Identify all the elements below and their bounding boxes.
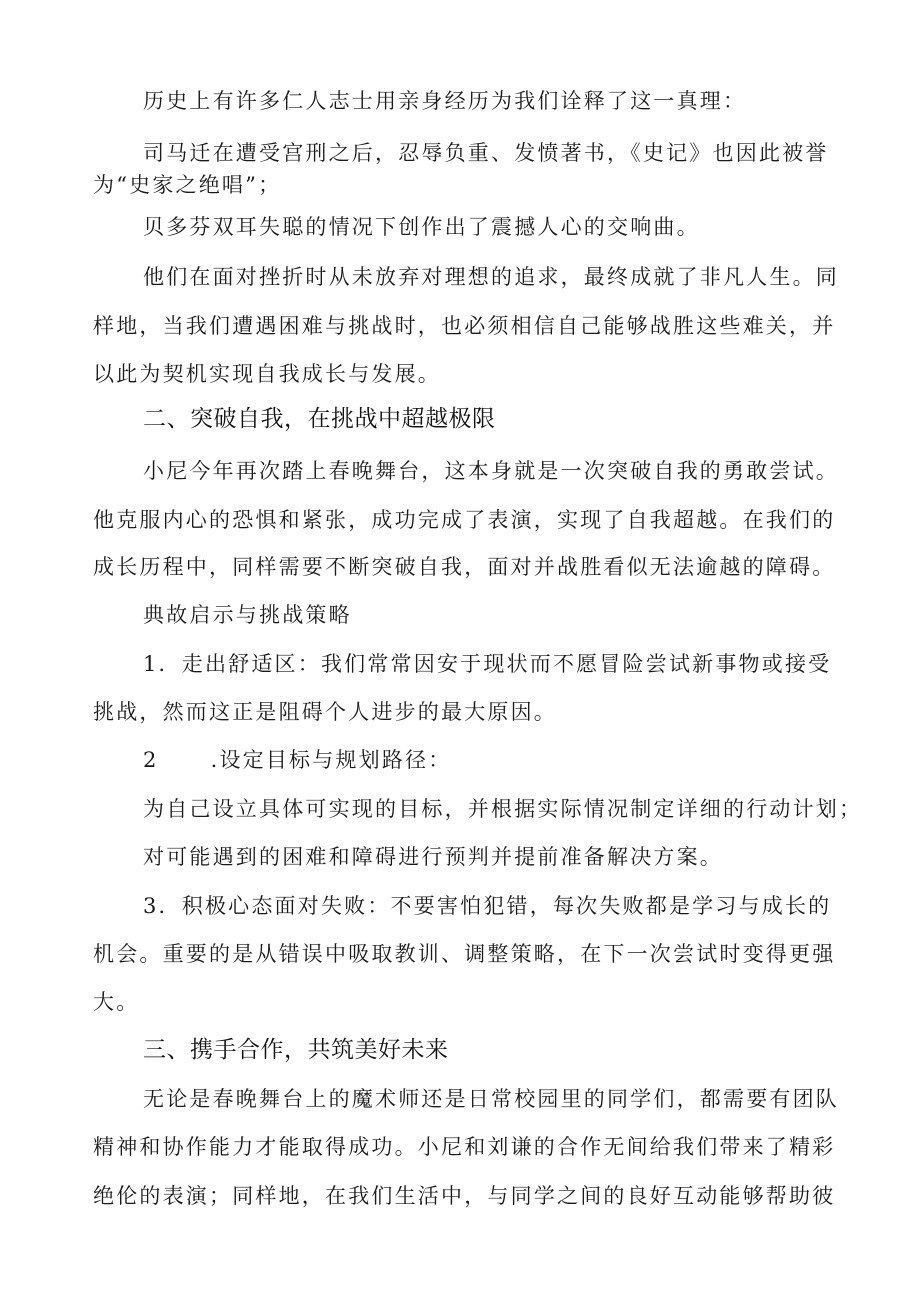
paragraph-line: 以此为契机实现自我成长与发展。 — [93, 362, 441, 386]
paragraph-line: 历史上有许多仁人志士用亲身经历为我们诠释了这一真理： — [143, 89, 747, 113]
list-item-2 — [143, 745, 920, 775]
paragraph-line: 对可能遇到的困难和障碍进行预判并提前准备解决方案。 — [143, 845, 723, 869]
list-number: 2 — [143, 748, 159, 772]
subheading-line: 典故启示与挑战策略 — [143, 603, 352, 627]
list-item-text: .设定目标与规划路径： — [210, 748, 452, 772]
paragraph-line: 大。 — [93, 990, 140, 1014]
paragraph-line: 为“史家之绝唱”； — [93, 173, 282, 197]
paragraph-line: 司马迁在遭受宫刑之后，忍辱负重、发愤著书，《史记》也因此被誉 — [143, 141, 829, 165]
section-heading-3: 三、携手合作，共筑美好未来 — [143, 1037, 449, 1063]
paragraph-line: 挑战，然而这正是阻碍个人进步的最大原因。 — [93, 700, 557, 724]
paragraph-line: 他克服内心的恐惧和紧张，成功完成了表演，实现了自我超越。在我们的 — [93, 508, 836, 532]
paragraph-line: 精神和协作能力才能取得成功。小尼和刘谦的合作无间给我们带来了精彩 — [93, 1135, 836, 1159]
paragraph-line: 绝伦的表演；同样地，在我们生活中，与同学之间的良好互动能够帮助彼 — [93, 1184, 836, 1208]
list-item-3: 3．积极心态面对失败：不要害怕犯错，每次失败都是学习与成长的 — [143, 894, 832, 918]
paragraph-line: 为自己设立具体可实现的目标，并根据实际情况制定详细的行动计划； — [143, 797, 863, 821]
paragraph-line: 成长历程中，同样需要不断突破自我，面对并战胜看似无法逾越的障碍。 — [93, 555, 836, 579]
paragraph-line: 他们在面对挫折时从未放弃对理想的追求，最终成就了非凡人生。同 — [143, 265, 839, 289]
paragraph-line: 机会。重要的是从错误中吸取教训、调整策略，在下一次尝试时变得更强 — [93, 942, 836, 966]
section-heading-2: 二、突破自我，在挑战中超越极限 — [143, 406, 496, 432]
list-item-1: 1．走出舒适区：我们常常因安于现状而不愿冒险尝试新事物或接受 — [143, 652, 832, 676]
paragraph-line: 样地，当我们遭遇困难与挑战时，也必须相信自己能够战胜这些难关，并 — [93, 314, 836, 338]
paragraph-line: 贝多芬双耳失聪的情况下创作出了震撼人心的交响曲。 — [143, 215, 700, 239]
paragraph-line: 无论是春晚舞台上的魔术师还是日常校园里的同学们，都需要有团队 — [143, 1087, 839, 1111]
paragraph-line: 小尼今年再次踏上春晚舞台，这本身就是一次突破自我的勇敢尝试。 — [143, 459, 839, 483]
